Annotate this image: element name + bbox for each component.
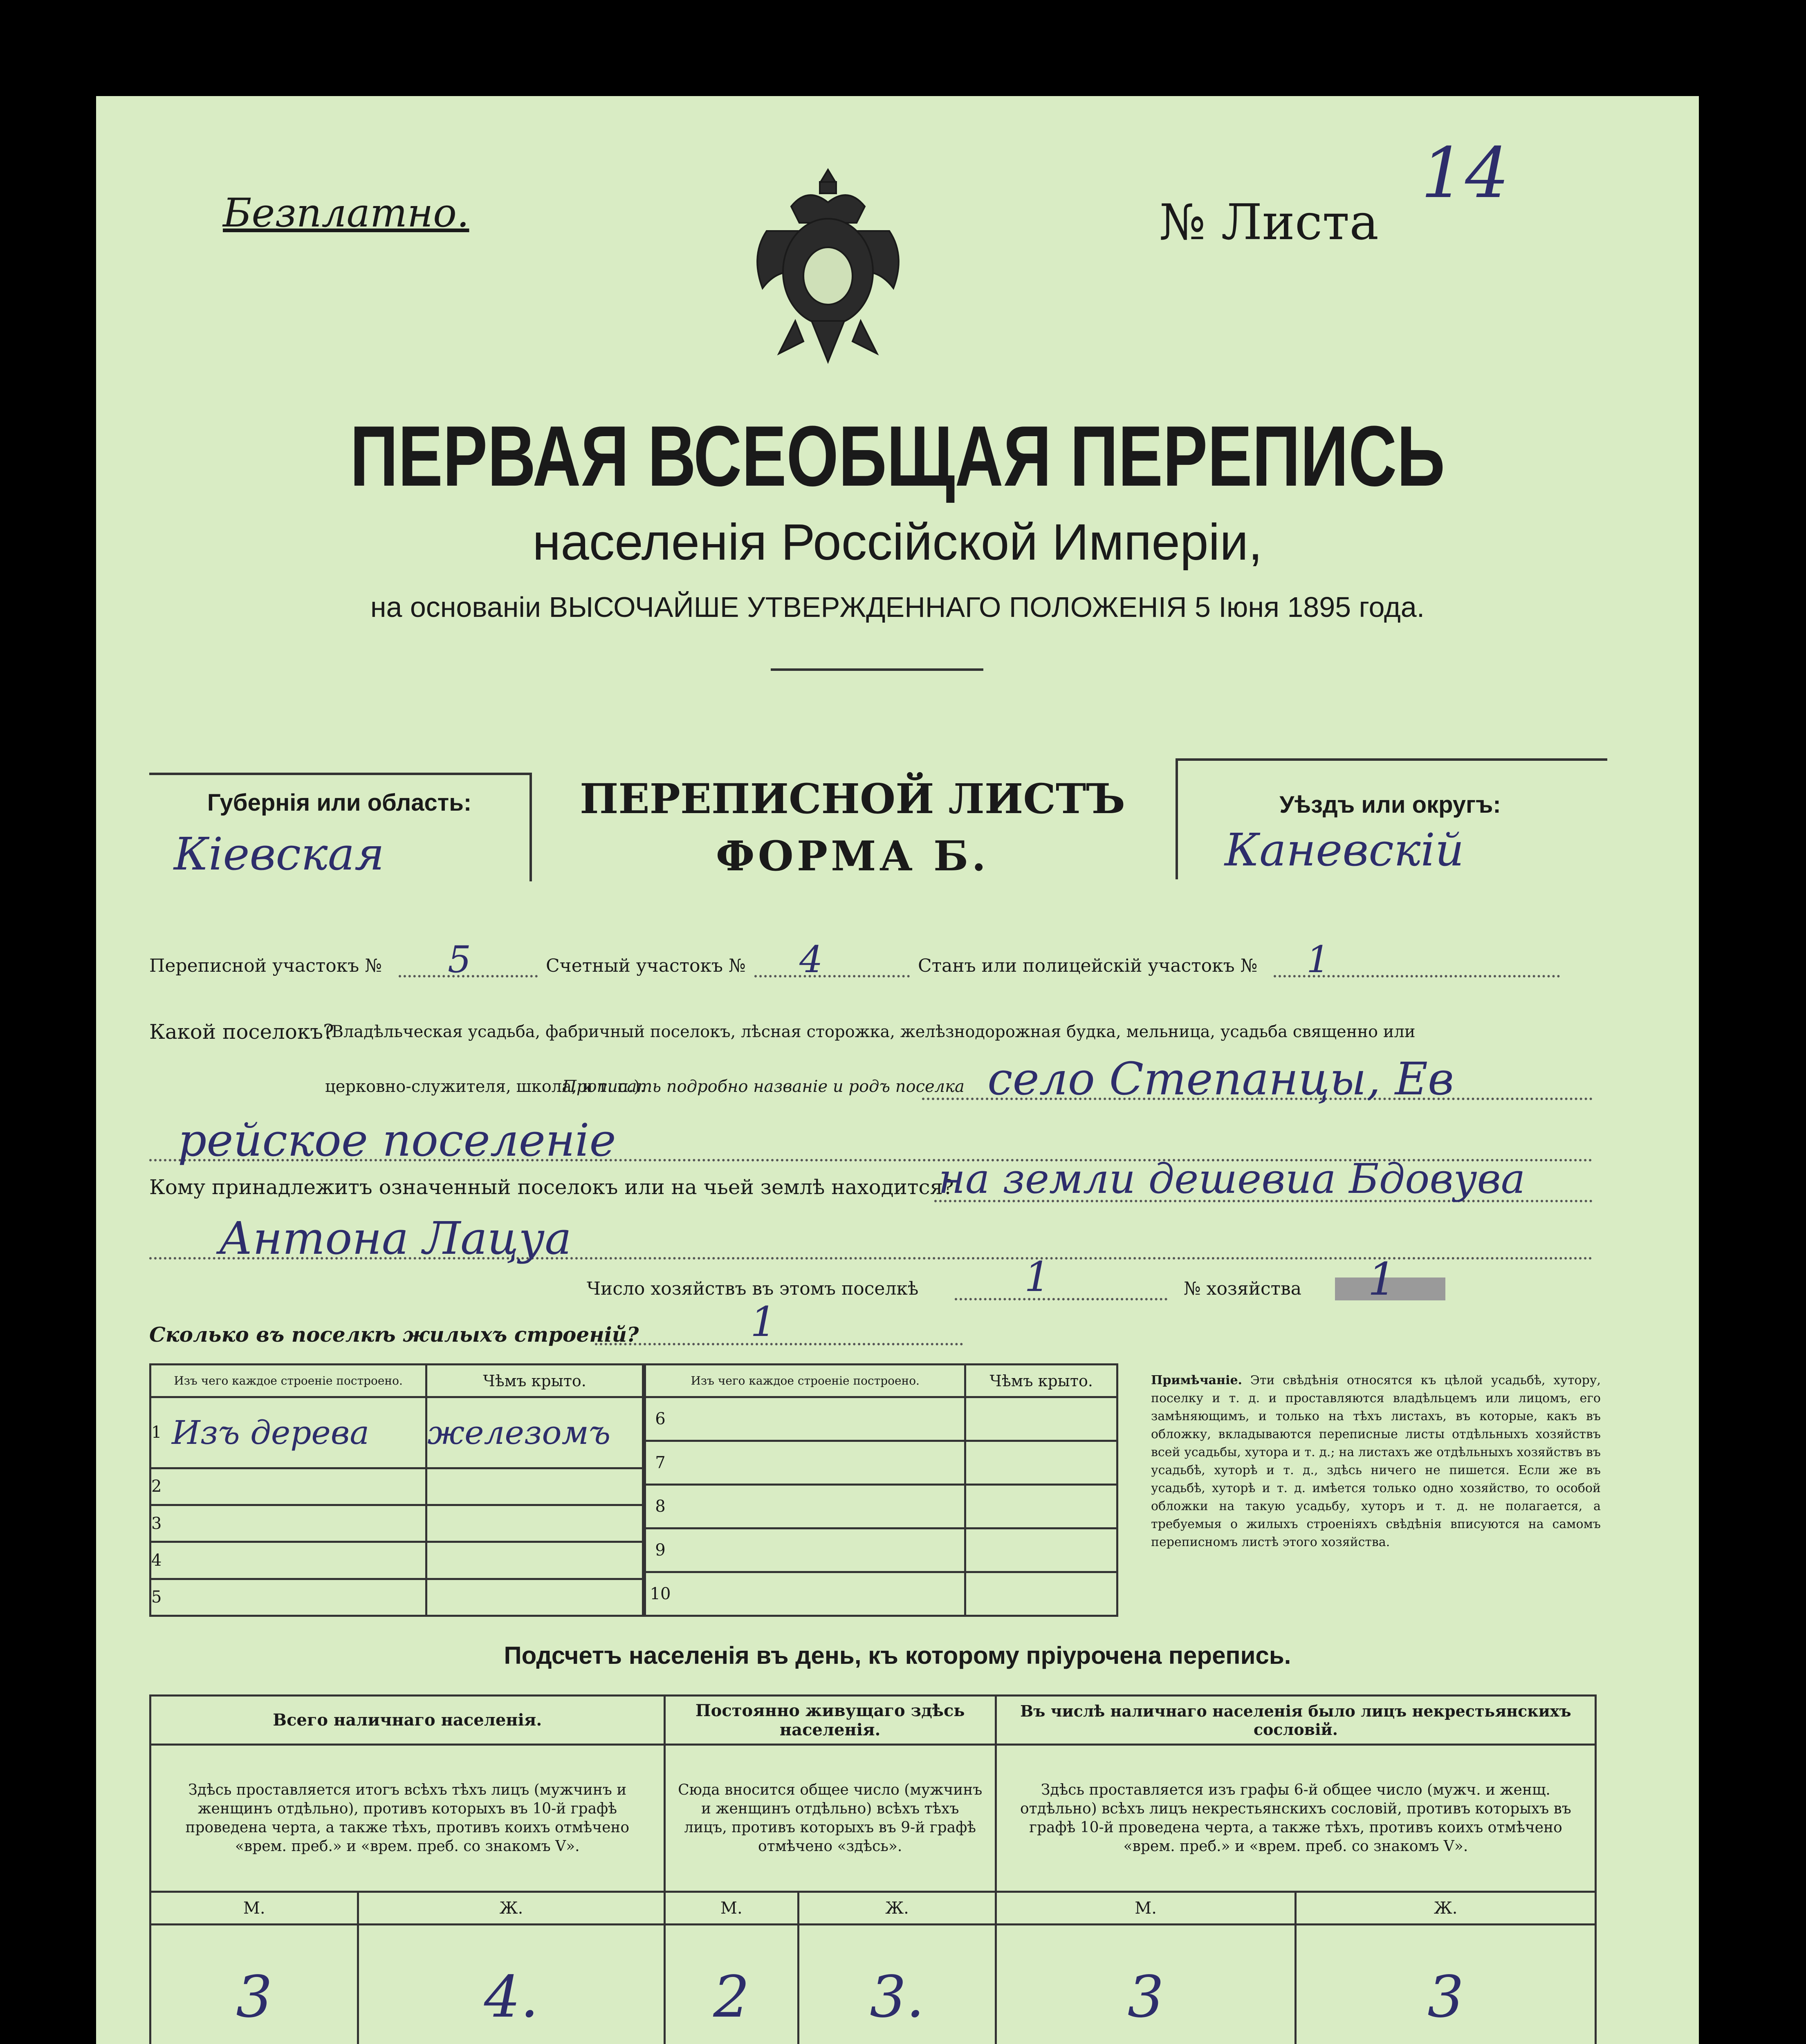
households-label: Число хозяйствъ въ этомъ поселкѣ — [587, 1278, 919, 1299]
sheet-title: ПЕРЕПИСНОЙ ЛИСТЪ — [579, 775, 1126, 823]
census-section-label: Переписной участокъ № — [149, 955, 382, 976]
roof-cell — [426, 1579, 643, 1616]
header-divider — [771, 668, 983, 671]
buildings-table-left — [149, 1363, 644, 1617]
settlement-note-2: церковно-служителя, школа, и т. п.). — [325, 1077, 646, 1096]
table-row — [150, 1579, 643, 1616]
row-number: 2 — [150, 1468, 172, 1505]
material-cell: Изъ дерева — [172, 1397, 426, 1468]
material-cell — [172, 1468, 426, 1505]
table-row — [645, 1485, 1117, 1529]
population-title: Подсчетъ населенія въ день, къ которому пріурочена перепись. — [504, 1642, 1291, 1669]
col-roof-header: Чѣмъ крыто. — [965, 1365, 1117, 1397]
table-row — [645, 1397, 1117, 1441]
roof-cell: железомъ — [426, 1397, 643, 1468]
material-cell — [675, 1485, 965, 1529]
census-form-page — [96, 96, 1699, 2044]
f-label: Ж. — [358, 1892, 664, 1925]
total-male-value: 3 — [150, 1925, 358, 2044]
row-number: 1 — [150, 1397, 172, 1468]
col-material-header: Изъ чего каждое строеніе построено. — [150, 1365, 426, 1397]
col-roof-header: Чѣмъ крыто. — [426, 1365, 643, 1397]
row-number: 5 — [150, 1579, 172, 1616]
households-line — [955, 1298, 1167, 1300]
police-section-label: Станъ или полицейскій участокъ № — [918, 955, 1258, 976]
roof-cell — [426, 1542, 643, 1579]
roof-cell — [965, 1397, 1117, 1441]
roof-cell — [965, 1441, 1117, 1485]
permanent-male-value: 2 — [664, 1925, 799, 2044]
buildings-line — [595, 1343, 963, 1345]
row-number: 8 — [645, 1485, 675, 1529]
row-number: 9 — [645, 1529, 675, 1572]
permanent-female-value: 3. — [799, 1925, 996, 2044]
counting-section-label: Счетный участокъ № — [546, 955, 746, 976]
table-row — [150, 1397, 643, 1468]
buildings-note — [1151, 1372, 1601, 1551]
free-label: Безплатно. — [223, 190, 469, 236]
buildings-value: 1 — [750, 1298, 776, 1346]
table-row — [645, 1441, 1117, 1485]
governorate-label: Губернія или область: — [207, 789, 472, 816]
f-label: Ж. — [799, 1892, 996, 1925]
double-headed-eagle-emblem — [742, 157, 914, 370]
owner-value-2: Антона Лацуа — [219, 1212, 572, 1264]
owner-value-1: на земли дешевиа Бдовува — [938, 1155, 1526, 1203]
non-peasant-female-value: 3 — [1296, 1925, 1596, 2044]
col3-title: Въ числѣ наличнаго населенія было лицъ некрестьянскихъ сословій. — [996, 1696, 1595, 1745]
counting-section-line — [754, 975, 910, 977]
household-no-label: № хозяйства — [1184, 1278, 1301, 1299]
sheet-number-value: 14 — [1421, 133, 1510, 214]
roof-cell — [965, 1572, 1117, 1616]
buildings-note-title: Примѣчаніе. — [1151, 1373, 1242, 1387]
material-cell — [675, 1441, 965, 1485]
col1-desc: Здѣсь проставляется итогъ всѣхъ тѣхъ лицъ (мужчинъ и женщинъ отдѣльно), противъ которыхъ въ 10-й графѣ проведена черта, а также тѣхъ, противъ коихъ отмѣчено «врем. преб.» и «врем. преб. со знакомъ V». — [150, 1745, 665, 1892]
sheet-number-label: № Листа — [1159, 194, 1379, 251]
material-cell — [675, 1529, 965, 1572]
f-label: Ж. — [1296, 1892, 1596, 1925]
settlement-instruction: Прописать подробно названіе и родъ поселка — [562, 1077, 965, 1096]
col-material-header: Изъ чего каждое строеніе построено. — [645, 1365, 965, 1397]
owner-label: Кому принадлежитъ означенный поселокъ или на чьей землѣ находится? — [149, 1175, 954, 1199]
title-main: ПЕРВАЯ ВСЕОБЩАЯ ПЕРЕПИСЬ — [350, 408, 1445, 504]
row-number: 4 — [150, 1542, 172, 1579]
form-title: ФОРМА Б. — [716, 832, 989, 880]
table-row — [645, 1529, 1117, 1572]
title-sub: населенія Россійской Имперіи, — [532, 514, 1263, 571]
row-number: 3 — [150, 1505, 172, 1542]
title-basis: на основаніи ВЫСОЧАЙШЕ УТВЕРЖДЕННАГО ПОЛОЖЕНІЯ 5 Іюня 1895 года. — [370, 591, 1425, 623]
buildings-table-right — [644, 1363, 1118, 1617]
material-cell — [172, 1505, 426, 1542]
m-label: М. — [150, 1892, 358, 1925]
material-cell — [172, 1579, 426, 1616]
buildings-label: Сколько въ поселкѣ жилыхъ строеній? — [149, 1322, 639, 1347]
material-cell — [172, 1542, 426, 1579]
row-number: 6 — [645, 1397, 675, 1441]
table-row — [150, 1468, 643, 1505]
table-row — [150, 1542, 643, 1579]
settlement-note-1: (Владѣльческая усадьба, фабричный поселокъ, лѣсная сторожка, желѣзнодорожная будка, мельница, усадьба священно или — [325, 1022, 1416, 1041]
roof-cell — [426, 1505, 643, 1542]
table-row — [150, 1505, 643, 1542]
total-female-value: 4. — [358, 1925, 664, 2044]
settlement-value-1: село Степанцы, Ев — [987, 1053, 1454, 1105]
row-number: 7 — [645, 1441, 675, 1485]
population-table — [149, 1694, 1597, 2044]
households-value: 1 — [1024, 1253, 1050, 1301]
col2-title: Постоянно живущаго здѣсь населенія. — [664, 1696, 996, 1745]
census-section-value: 5 — [448, 938, 471, 981]
material-cell — [675, 1397, 965, 1441]
non-peasant-male-value: 3 — [996, 1925, 1296, 2044]
settlement-label: Какой поселокъ? — [149, 1020, 334, 1044]
roof-cell — [965, 1529, 1117, 1572]
roof-cell — [426, 1468, 643, 1505]
police-section-value: 1 — [1306, 938, 1330, 981]
buildings-note-text: Эти свѣдѣнія относятся къ цѣлой усадьбѣ, хутору, поселку и т. д. и проставляются владѣльцемъ или лицомъ, его замѣняющимъ, и только на тѣхъ листахъ, въ которые, какъ въ обложку, вкладываются переписные листы отдѣльныхъ хозяйствъ всей усадьбы, хутора и т. д.; на листахъ же отдѣльныхъ хозяйствъ въ усадьбѣ, хуторѣ и т. д., здѣсь ничего не пишется. Если же въ усадьбѣ, хуторѣ и т. д. имѣется только одно хозяйство, то особой обложки на такую усадьбу, хуторъ и т. д. не полагается, а требуемыя о жилыхъ строеніяхъ свѣдѣнія вписуются на самомъ переписномъ листѣ этого хозяйства. — [1151, 1373, 1601, 1549]
col1-title: Всего наличнаго населенія. — [150, 1696, 665, 1745]
counting-section-value: 4 — [799, 938, 823, 981]
m-label: М. — [996, 1892, 1296, 1925]
table-row — [645, 1572, 1117, 1616]
district-value: Каневскій — [1225, 824, 1464, 876]
district-label: Уѣздъ или округъ: — [1279, 791, 1501, 818]
governorate-value: Кіевская — [174, 828, 385, 880]
household-no-value: 1 — [1368, 1253, 1396, 1305]
col3-desc: Здѣсь проставляется изъ графы 6-й общее число (мужч. и женщ. отдѣльно) всѣхъ лицъ некрестьянскихъ сословій, противъ которыхъ въ графѣ 10-й проведена черта, а также тѣхъ, противъ коихъ отмѣчено «врем. преб.» и «врем. преб. со знакомъ V». — [996, 1745, 1595, 1892]
roof-cell — [965, 1485, 1117, 1529]
m-label: М. — [664, 1892, 799, 1925]
row-number: 10 — [645, 1572, 675, 1616]
settlement-value-2: рейское поселеніе — [178, 1114, 616, 1166]
col2-desc: Сюда вносится общее число (мужчинъ и женщинъ отдѣльно) всѣхъ тѣхъ лицъ, противъ которыхъ въ 9-й графѣ отмѣчено «здѣсь». — [664, 1745, 996, 1892]
material-cell — [675, 1572, 965, 1616]
